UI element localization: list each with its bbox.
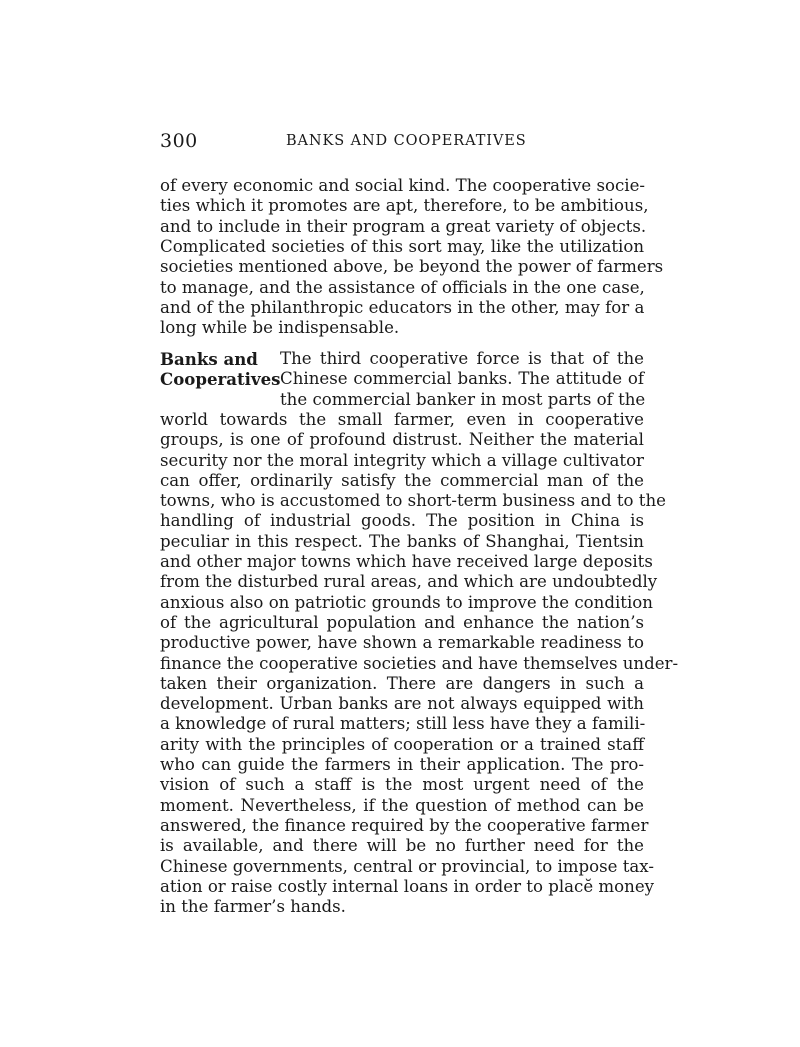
text-line: anxious also on patriotic grounds to improve the condition bbox=[160, 592, 653, 612]
text-line: The third cooperative force is that of the bbox=[280, 349, 644, 368]
text-line: world towards the small farmer, even in cooperative bbox=[160, 409, 644, 429]
text-line: from the disturbed rural areas, and which are undoubtedly bbox=[160, 572, 658, 592]
text-line: societies mentioned above, be beyond the power of farmers bbox=[160, 257, 664, 277]
side-heading-line: Banks and bbox=[160, 349, 258, 369]
text-line: answered, the finance required by the cooperative farmer bbox=[160, 815, 649, 835]
text-line: peculiar in this respect. The banks of Shanghai, Tientsin bbox=[160, 531, 644, 551]
text-line: Chinese governments, central or provincial, to impose tax- bbox=[160, 856, 654, 876]
text-line: taken their organization. There are dangers in such a bbox=[160, 673, 644, 693]
text-line: development. Urban banks are not always equipped with bbox=[160, 694, 644, 714]
text-line: towns, who is accustomed to short-term business and to the bbox=[160, 491, 666, 511]
text-line: arity with the principles of cooperation or a trained staff bbox=[160, 734, 644, 754]
text-line: vision of such a staff is the most urgent need of the bbox=[160, 775, 644, 795]
text-line: can offer, ordinarily satisfy the commercial man of the bbox=[160, 470, 644, 490]
running-head: BANKS AND COOPERATIVES bbox=[286, 133, 527, 149]
text-line: finance the cooperative societies and have themselves under- bbox=[160, 653, 679, 673]
text-line: a knowledge of rural matters; still less have they a famili- bbox=[160, 714, 646, 734]
text-line: long while be indispensable. bbox=[160, 318, 400, 338]
text-line: Chinese commercial banks. The attitude of bbox=[280, 369, 644, 389]
text-line: security nor the moral integrity which a village cultivator bbox=[160, 450, 644, 470]
side-heading-line: Cooperatives bbox=[160, 369, 281, 390]
text-line: Complicated societies of this sort may, like the utilization bbox=[160, 236, 644, 256]
text-line: is available, and there will be no further need for the bbox=[160, 836, 644, 856]
page-header bbox=[160, 130, 644, 154]
text-line: who can guide the farmers in their application. The pro- bbox=[160, 755, 644, 774]
text-line: ties which it promotes are apt, therefore, to be ambitious, bbox=[160, 196, 649, 216]
page-number: 300 bbox=[160, 130, 198, 152]
text-line: and other major towns which have received large deposits bbox=[160, 552, 653, 571]
text-line: ation or raise costly internal loans in order to placĕ money bbox=[160, 876, 655, 896]
text-line: moment. Nevertheless, if the question of method can be bbox=[160, 795, 644, 815]
text-line: productive power, have shown a remarkable readiness to bbox=[160, 633, 644, 653]
text-line: of every economic and social kind. The cooperative socie- bbox=[160, 176, 646, 195]
text-line: to manage, and the assistance of officials in the one case, bbox=[160, 277, 645, 297]
text-line: and to include in their program a great variety of objects. bbox=[160, 216, 647, 236]
text-line: and of the philanthropic educators in the other, may for a bbox=[160, 297, 645, 317]
text-line: handling of industrial goods. The position in China is bbox=[160, 511, 644, 531]
text-line: in the farmer’s hands. bbox=[160, 897, 346, 917]
text-line: groups, is one of profound distrust. Neither the material bbox=[160, 430, 644, 450]
text-line: of the agricultural population and enhance the nation’s bbox=[160, 612, 644, 632]
text-line: the commercial banker in most parts of the bbox=[280, 389, 646, 409]
